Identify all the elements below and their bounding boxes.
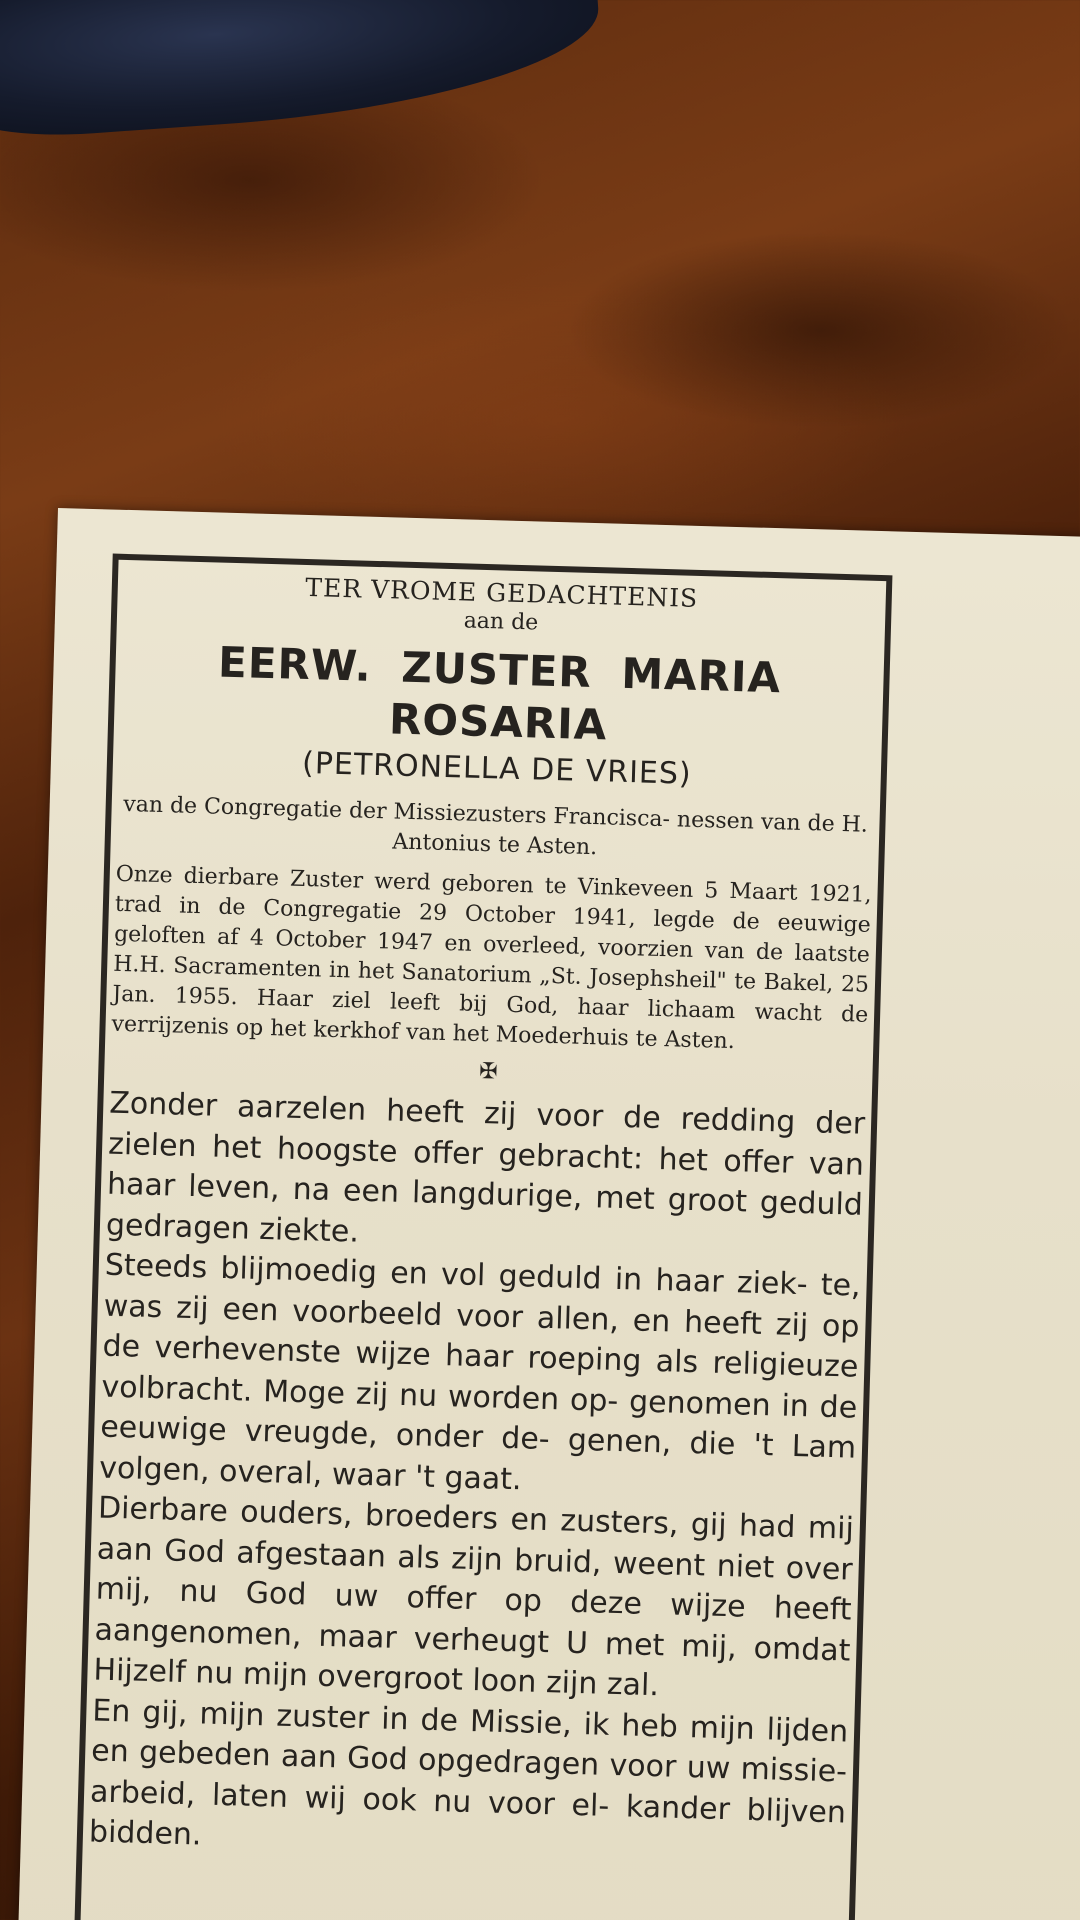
memorial-card [16, 508, 1080, 1920]
prayer-text [88, 1084, 865, 1874]
birth-name: (PETRONELLA DE VRIES) [301, 745, 693, 792]
card-content [86, 568, 882, 1874]
prayer-paragraph: Zonder aarzelen heeft zij voor de redding der zielen het hoogste offer gebracht: het offer van haar leven, na een langdurige, met groot geduld gedragen ziekte. [105, 1085, 866, 1250]
biography-text: Onze dierbare Zuster werd geboren te Vinkeveen 5 Maart 1921, trad in de Congregatie 29 October 1941, legde de eeuwige geloften af 4 October 1947 en overleed, voorzien van de laatste H.H. Sacramenten in het Sanatorium „St. Josephsheil" te Bakel, 25 Jan. 1955. Haar ziel leeft bij God, haar lichaam wacht de verrijzenis op het kerkhof van het Moederhuis te Asten. [111, 861, 872, 1055]
card-header: TER VROME GEDACHTENIS [305, 572, 699, 613]
deceased-name: EERW. ZUSTER MARIA ROSARIA [217, 637, 782, 750]
card-aan-de: aan de [463, 608, 539, 636]
cross-icon: ✠ [478, 1058, 498, 1085]
prayer-paragraph: Steeds blijmoedig en vol geduld in haar ziek- te, was zij een voorbeeld voor allen, en heeft zij op de verhevenste wijze haar roeping als religieuze volbracht. Moge zij nu worden op- genomen in de eeuwige vreugde, onder de- genen, die 't Lam volgen, overal, waar 't gaat. [98, 1247, 862, 1497]
congregation-line: van de Congregatie der Missiezusters Francisca- nessen van de H. Antonius te Asten. [122, 791, 869, 861]
dark-fabric-edge [0, 0, 604, 142]
prayer-paragraph: Dierbare ouders, broeders en zusters, gij had mij aan God afgestaan als zijn bruid, weent niet over mij, nu God uw offer op deze wijze heeft aangenomen, maar verheugt U met mij, omdat Hijzelf nu mijn overgroot loon zijn zal. [93, 1490, 855, 1704]
prayer-paragraph: En gij, mijn zuster in de Missie, ik heb mijn lijden en gebeden aan God opgedragen voor uw missie-arbeid, laten wij ook nu voor el- kander blijven bidden. [88, 1692, 849, 1853]
